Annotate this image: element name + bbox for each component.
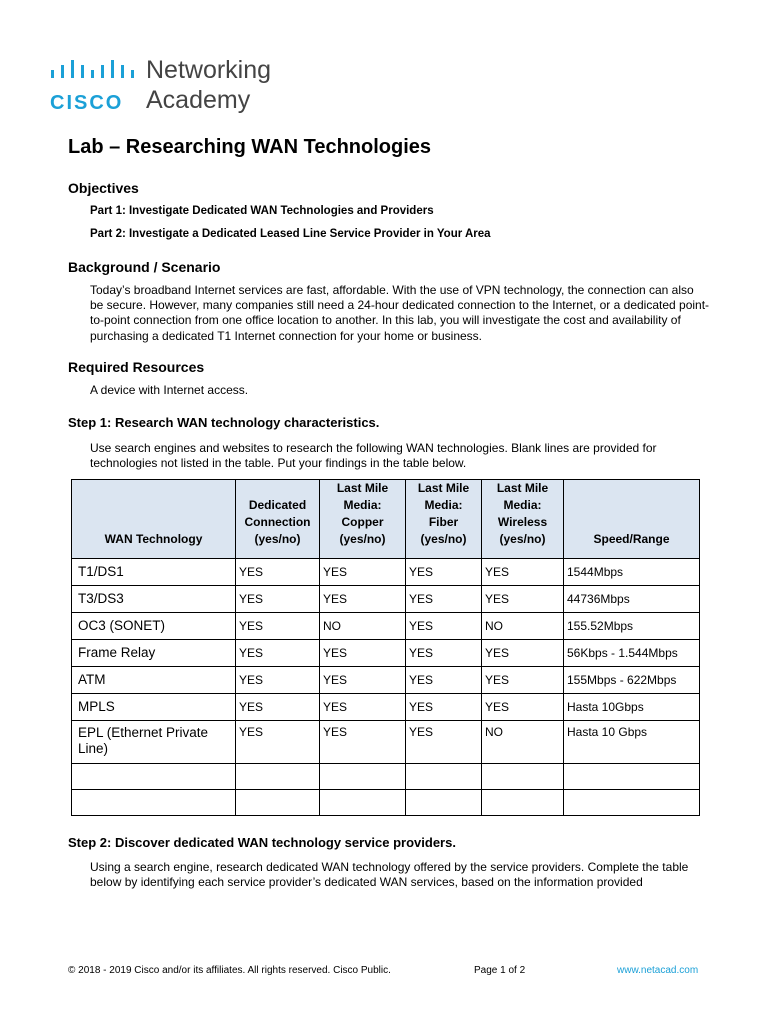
resources-heading: Required Resources — [68, 359, 205, 375]
cisco-brand-text: CISCO — [50, 92, 124, 114]
cell-technology: ATM — [72, 667, 236, 694]
cell-dedicated: YES — [236, 586, 320, 613]
cell-dedicated: YES — [236, 559, 320, 586]
cell-copper: YES — [320, 721, 406, 764]
resources-text: A device with Internet access. — [90, 383, 249, 397]
cell-technology: Frame Relay — [72, 640, 236, 667]
table-row — [72, 586, 700, 613]
background-heading: Background / Scenario — [68, 259, 221, 275]
header-copper: Last Mile Media: Copper (yes/no) — [320, 480, 406, 559]
cell-technology: T1/DS1 — [72, 559, 236, 586]
cell-copper: YES — [320, 640, 406, 667]
blank-cell[interactable] — [564, 764, 700, 790]
cell-copper: YES — [320, 667, 406, 694]
objectives-heading: Objectives — [68, 180, 139, 196]
footer-page-number: Page 1 of 2 — [474, 965, 526, 976]
step2-heading: Step 2: Discover dedicated WAN technology service providers. — [68, 835, 456, 850]
cell-wireless: YES — [482, 586, 564, 613]
cell-fiber: YES — [406, 640, 482, 667]
cell-speed: Hasta 10 Gbps — [564, 721, 700, 764]
cell-copper: YES — [320, 694, 406, 721]
blank-cell[interactable] — [236, 790, 320, 816]
cisco-logo-bars — [50, 56, 140, 84]
step2-text: Using a search engine, research dedicated WAN technology offered by the service providers. Complete the table below by identifying each service provider’s dedicated WAN services, based on the information provided — [90, 860, 689, 890]
background-text: Today’s broadband Internet services are fast, affordable. With the use of VPN technology, the connection can also be secure. However, many companies still need a 24-hour dedicated connection to the Internet, or a dedicated point-to-point connection from one office location to another. In this lab, you will investigate the cost and availability of purchasing a dedicated T1 Internet connection for your home or business. — [90, 283, 710, 343]
cell-fiber: YES — [406, 559, 482, 586]
cell-fiber: YES — [406, 586, 482, 613]
blank-cell[interactable] — [72, 790, 236, 816]
table-row — [72, 694, 700, 721]
blank-cell[interactable] — [320, 764, 406, 790]
table-row — [72, 613, 700, 640]
table-row-blank — [72, 764, 700, 790]
header-speed-range: Speed/Range — [564, 480, 700, 559]
step1-text: Use search engines and websites to research the following WAN technologies. Blank lines are provided for technologies not listed in the table. Put your findings in the table below. — [90, 441, 657, 471]
table-row — [72, 559, 700, 586]
objective-part-2: Part 2: Investigate a Dedicated Leased Line Service Provider in Your Area — [90, 228, 491, 240]
table-row — [72, 667, 700, 694]
cell-wireless: NO — [482, 721, 564, 764]
cell-dedicated: YES — [236, 640, 320, 667]
blank-cell[interactable] — [406, 764, 482, 790]
blank-cell[interactable] — [320, 790, 406, 816]
table-row — [72, 721, 700, 764]
cell-speed: 155Mbps - 622Mbps — [564, 667, 700, 694]
blank-cell[interactable] — [564, 790, 700, 816]
cell-fiber: YES — [406, 667, 482, 694]
cell-fiber: YES — [406, 694, 482, 721]
blank-cell[interactable] — [236, 764, 320, 790]
cell-dedicated: YES — [236, 667, 320, 694]
footer-netacad-link[interactable]: www.netacad.com — [617, 965, 699, 976]
header-wan-technology: WAN Technology — [72, 480, 236, 559]
document-title: Lab – Researching WAN Technologies — [68, 136, 432, 158]
cell-dedicated: YES — [236, 694, 320, 721]
cell-fiber: YES — [406, 613, 482, 640]
cell-wireless: YES — [482, 559, 564, 586]
header-wireless: Last Mile Media: Wireless (yes/no) — [482, 480, 564, 559]
blank-cell[interactable] — [482, 790, 564, 816]
cell-copper: YES — [320, 559, 406, 586]
cell-speed: 1544Mbps — [564, 559, 700, 586]
cell-speed: Hasta 10Gbps — [564, 694, 700, 721]
footer-copyright: © 2018 - 2019 Cisco and/or its affiliates. All rights reserved. Cisco Public. — [68, 965, 391, 976]
cell-dedicated: YES — [236, 721, 320, 764]
cell-dedicated: YES — [236, 613, 320, 640]
blank-cell[interactable] — [406, 790, 482, 816]
cell-technology: EPL (Ethernet Private Line) — [72, 721, 236, 764]
table-row — [72, 640, 700, 667]
cell-technology: MPLS — [72, 694, 236, 721]
logo-networking-text: Networking — [146, 56, 272, 84]
step1-heading: Step 1: Research WAN technology characteristics. — [68, 415, 380, 430]
cell-wireless: YES — [482, 694, 564, 721]
cell-wireless: YES — [482, 667, 564, 694]
cell-speed: 44736Mbps — [564, 586, 700, 613]
cell-speed: 155.52Mbps — [564, 613, 700, 640]
cell-copper: NO — [320, 613, 406, 640]
cell-technology: OC3 (SONET) — [72, 613, 236, 640]
cell-technology: T3/DS3 — [72, 586, 236, 613]
objective-part-1: Part 1: Investigate Dedicated WAN Technologies and Providers — [90, 205, 434, 217]
header-dedicated-connection: Dedicated Connection (yes/no) — [236, 480, 320, 559]
cell-speed: 56Kbps - 1.544Mbps — [564, 640, 700, 667]
cell-wireless: NO — [482, 613, 564, 640]
blank-cell[interactable] — [72, 764, 236, 790]
header-fiber: Last Mile Media: Fiber (yes/no) — [406, 480, 482, 559]
cell-copper: YES — [320, 586, 406, 613]
table-header-row — [72, 480, 700, 559]
cell-wireless: YES — [482, 640, 564, 667]
table-row-blank — [72, 790, 700, 816]
blank-cell[interactable] — [482, 764, 564, 790]
wan-technology-table — [71, 479, 700, 816]
cell-fiber: YES — [406, 721, 482, 764]
logo-academy-text: Academy — [146, 86, 251, 114]
